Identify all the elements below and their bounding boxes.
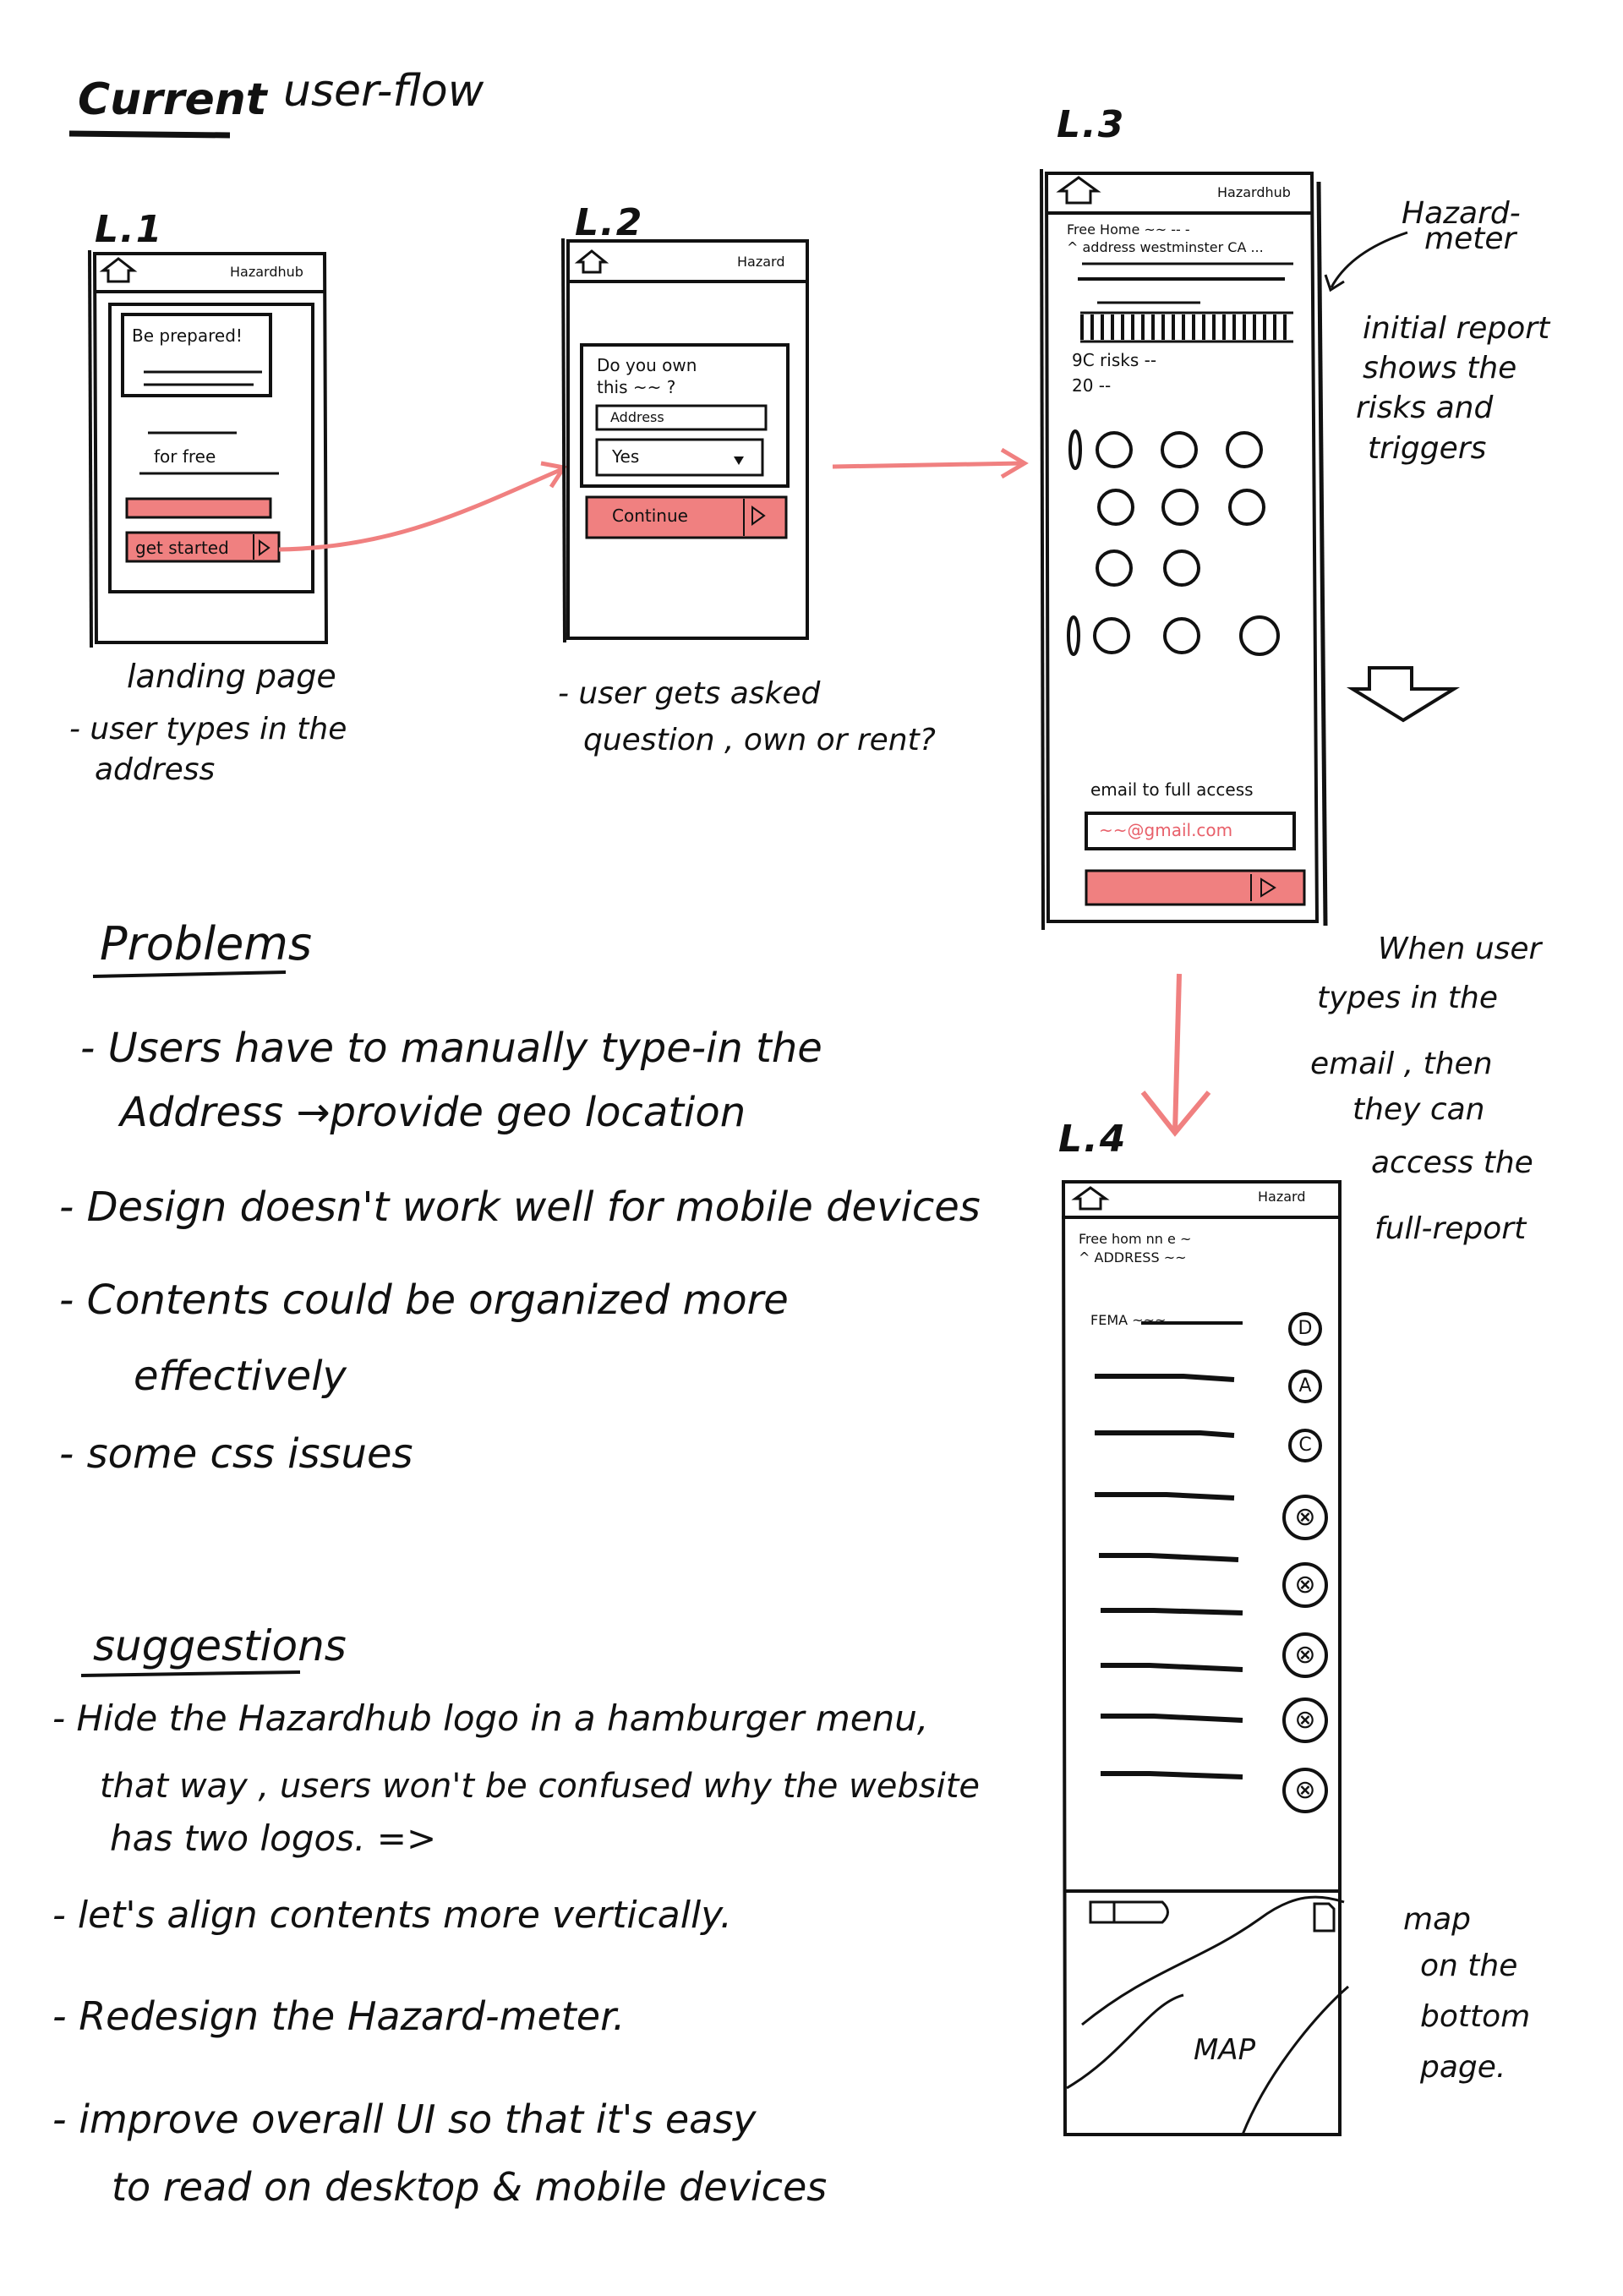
l3-flow-note-3: email , then xyxy=(1310,1047,1493,1081)
l1-caption: landing page xyxy=(127,658,336,695)
screen-l2-frame xyxy=(563,238,807,642)
l2-logo: Hazard xyxy=(737,254,785,270)
suggestions-underline xyxy=(81,1672,300,1676)
l4-map-note-2: on the xyxy=(1420,1949,1518,1983)
l3-label: L.3 xyxy=(1057,103,1126,146)
suggestion-item: - let's align contents more vertically. xyxy=(52,1894,732,1937)
l3-hazard-meter xyxy=(1080,313,1293,342)
suggestion-item: - Redesign the Hazard-meter. xyxy=(52,1993,626,2039)
l4-logo: Hazard xyxy=(1258,1189,1306,1205)
problem-item: - Design doesn't work well for mobile devices xyxy=(59,1184,981,1231)
title-underline xyxy=(69,134,230,135)
l3-flow-note-6: full-report xyxy=(1374,1211,1527,1246)
l4-home-icon xyxy=(1075,1188,1106,1209)
l4-line1: Free hom nn e ~ xyxy=(1079,1231,1192,1247)
l4-map-label: MAP xyxy=(1194,2033,1256,2067)
l4-map-note-1: map xyxy=(1403,1902,1471,1937)
hazard-meter-callout xyxy=(1331,232,1407,287)
problem-item: - some css issues xyxy=(59,1430,413,1478)
l3-email-label: email to full access xyxy=(1090,779,1254,800)
l4-report-lines xyxy=(1095,1323,1243,1777)
suggestion-item: - improve overall UI so that it's easy xyxy=(52,2096,757,2142)
l1-free-text: for free xyxy=(154,446,216,467)
problems-underline xyxy=(93,972,286,976)
l4-map-note-3: bottom xyxy=(1420,1999,1531,2034)
title-user-flow: user-flow xyxy=(283,66,484,117)
title-current: Current xyxy=(78,74,267,125)
l4-map-note-4: page. xyxy=(1420,2050,1506,2085)
l1-input-bar xyxy=(127,499,270,517)
l4-grade-badge: D xyxy=(1288,1312,1322,1346)
l3-home-icon xyxy=(1060,178,1097,203)
l2-continue-button[interactable]: Continue xyxy=(612,506,688,526)
suggestion-item: to read on desktop & mobile devices xyxy=(112,2164,828,2210)
l3-side-note-1: Hazard- xyxy=(1402,196,1521,231)
problem-item: effectively xyxy=(134,1353,347,1400)
l3-risks-line: 9C risks -- xyxy=(1072,350,1157,370)
scroll-down-arrow xyxy=(1352,668,1454,720)
l2-label: L.2 xyxy=(575,201,644,244)
problem-item: - Contents could be organized more xyxy=(59,1276,789,1324)
l3-flow-note-5: access the xyxy=(1371,1145,1533,1180)
l1-home-icon xyxy=(103,259,134,282)
l3-side-desc-4: triggers xyxy=(1368,431,1487,466)
suggestion-item: - Hide the Hazardhub logo in a hamburger menu, xyxy=(52,1697,929,1739)
suggestion-item: has two logos. => xyxy=(110,1818,437,1859)
l3-side-note-2: meter xyxy=(1424,221,1516,256)
l1-get-started-button[interactable]: get started xyxy=(135,538,229,558)
l2-question-line2: this ~~ ? xyxy=(597,377,676,397)
l3-line1: Free Home ~~ -- - xyxy=(1067,221,1190,238)
l3-flow-note-4: they can xyxy=(1352,1092,1485,1127)
l2-note-line2: question , own or rent? xyxy=(583,723,936,757)
arrow-l1-to-l2 xyxy=(279,469,562,549)
l2-home-icon xyxy=(578,251,605,272)
l1-note-line1: - user types in the xyxy=(69,712,347,746)
l4-grade-badge: ⊗ xyxy=(1282,1495,1328,1540)
problem-item: Address →provide geo location xyxy=(120,1089,746,1136)
l4-grade-badge: ⊗ xyxy=(1282,1632,1328,1678)
l4-grade-badge: ⊗ xyxy=(1282,1562,1328,1608)
l3-side-desc-2: shows the xyxy=(1363,351,1517,385)
arrow-l3-to-l4 xyxy=(1175,974,1179,1133)
l4-grade-badge: C xyxy=(1288,1429,1322,1462)
l1-note-line2: address xyxy=(95,752,216,787)
suggestions-heading: suggestions xyxy=(93,1621,347,1670)
l1-label: L.1 xyxy=(95,208,164,251)
l3-submit-bar xyxy=(1086,871,1304,905)
l3-risk-circles xyxy=(1068,431,1278,654)
l3-flow-note-1: When user xyxy=(1378,932,1542,966)
l3-side-desc-3: risks and xyxy=(1356,391,1494,425)
l4-first-row-label: FEMA ~~~ xyxy=(1090,1312,1167,1328)
l4-grade-badge: ⊗ xyxy=(1282,1697,1328,1743)
l3-logo: Hazardhub xyxy=(1217,184,1291,200)
l4-grade-badge: ⊗ xyxy=(1282,1768,1328,1813)
problem-item: - Users have to manually type-in the xyxy=(80,1025,822,1072)
l4-label: L.4 xyxy=(1058,1118,1128,1161)
l2-note-line1: - user gets asked xyxy=(558,676,821,711)
l3-flow-note-2: types in the xyxy=(1317,981,1498,1015)
l4-line2: ^ ADDRESS ~~ xyxy=(1079,1249,1187,1266)
l1-box-title: Be prepared! xyxy=(132,325,243,346)
suggestion-item: that way , users won't be confused why the website xyxy=(100,1767,981,1806)
l1-logo: Hazardhub xyxy=(230,264,303,280)
l3-side-desc-1: initial report xyxy=(1363,311,1550,346)
arrow-l2-to-l3 xyxy=(833,463,1023,467)
l3-email-input-value[interactable]: ~~@gmail.com xyxy=(1099,820,1233,840)
l2-question-line1: Do you own xyxy=(597,355,697,375)
problems-heading: Problems xyxy=(100,917,313,970)
l3-line2: ^ address westminster CA ... xyxy=(1067,239,1264,255)
l3-count-line: 20 -- xyxy=(1072,375,1112,396)
l2-select-yes[interactable]: Yes xyxy=(612,446,640,467)
l2-address-field[interactable]: Address xyxy=(610,409,664,425)
l4-grade-badge: A xyxy=(1288,1369,1322,1403)
